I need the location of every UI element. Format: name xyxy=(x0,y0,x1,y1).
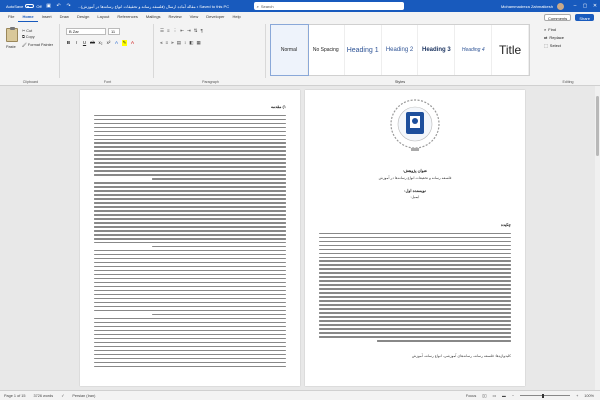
zoom-in-icon[interactable]: + xyxy=(576,393,579,398)
author-email-label: ایمیل: xyxy=(410,195,420,199)
text-line xyxy=(319,324,511,325)
text-line xyxy=(94,135,286,136)
paste-button[interactable]: Paste xyxy=(6,45,16,49)
text-line xyxy=(94,198,286,199)
cut-label: Cut xyxy=(26,29,33,33)
align-center-icon[interactable]: ≡ xyxy=(165,40,169,45)
format-painter-label: Format Painter xyxy=(27,43,54,47)
cut-button[interactable] xyxy=(22,28,32,33)
tab-design[interactable]: Design xyxy=(76,14,90,19)
text-line xyxy=(152,178,286,179)
multilevel-list-icon[interactable]: ⋮ xyxy=(172,28,178,33)
text-line xyxy=(94,123,286,124)
zoom-out-icon[interactable]: − xyxy=(511,393,515,398)
font-size-select[interactable]: 11 xyxy=(108,28,120,35)
redo-icon[interactable]: ↷ xyxy=(66,3,71,9)
ribbon-tabs xyxy=(0,12,600,22)
text-line xyxy=(94,186,286,187)
document-title: ...مقاله آماده ارسال (فلسفه رسانه و تحقیقات انواع رسانه‌ها در آموزش) • Saved to this PC xyxy=(77,3,230,9)
text-line xyxy=(94,162,286,163)
italic-icon[interactable]: I xyxy=(75,40,78,45)
font-group-label: Font xyxy=(103,80,112,84)
clipboard-group-label: Clipboard xyxy=(22,80,39,84)
text-line xyxy=(94,334,286,335)
text-line xyxy=(319,245,511,246)
clipboard-group xyxy=(2,24,60,84)
text-line xyxy=(319,253,511,254)
superscript-icon[interactable]: x² xyxy=(106,40,111,45)
style-heading-3-preview: Heading 3 xyxy=(422,47,451,53)
replace-button[interactable] xyxy=(544,35,596,40)
increase-indent-icon[interactable]: ⇥ xyxy=(186,28,191,33)
text-line xyxy=(319,233,511,234)
text-line xyxy=(94,298,286,299)
editing-group xyxy=(540,24,596,84)
text-line xyxy=(94,146,286,147)
share-button[interactable]: Share xyxy=(575,14,594,21)
text-line xyxy=(319,284,511,285)
text-line xyxy=(319,300,511,301)
undo-icon[interactable]: ↶ xyxy=(56,3,61,9)
style-normal[interactable] xyxy=(271,25,308,75)
search-icon: ⌕ xyxy=(256,3,259,9)
text-line xyxy=(319,260,511,261)
text-line xyxy=(319,257,511,258)
font-name-select[interactable]: B Zar xyxy=(66,28,106,35)
sort-icon[interactable]: ⇅ xyxy=(193,28,198,33)
borders-icon[interactable]: ▦ xyxy=(196,40,201,45)
text-line xyxy=(319,320,511,321)
text-line xyxy=(94,131,286,132)
find-label: Find xyxy=(548,27,557,32)
comments-button[interactable]: Comments xyxy=(544,14,571,21)
text-line xyxy=(319,328,511,329)
focus-button[interactable]: Focus xyxy=(465,393,477,398)
text-line xyxy=(94,230,286,231)
text-line xyxy=(319,280,511,281)
text-line xyxy=(94,278,286,279)
autosave-toggle[interactable] xyxy=(6,4,42,9)
select-button[interactable] xyxy=(544,43,596,48)
line-spacing-icon[interactable]: ↕ xyxy=(184,40,187,45)
text-line xyxy=(319,316,511,317)
text-line xyxy=(94,310,286,311)
paragraph-group-label: Paragraph xyxy=(202,80,219,84)
text-line xyxy=(152,246,286,247)
copy-icon: ⧉ xyxy=(22,35,26,39)
text-line xyxy=(94,206,286,207)
minimize-button[interactable]: – xyxy=(573,3,577,9)
shading-icon[interactable]: ◧ xyxy=(189,40,194,45)
text-line xyxy=(94,322,286,323)
autosave-state: Off xyxy=(36,3,42,9)
text-line xyxy=(319,304,511,305)
find-button[interactable] xyxy=(544,27,596,32)
text-line xyxy=(94,342,286,343)
text-line xyxy=(94,214,286,215)
zoom-level[interactable]: 100% xyxy=(584,393,594,398)
text-line xyxy=(94,139,286,140)
font-color-icon[interactable]: A xyxy=(130,40,134,45)
show-marks-icon[interactable]: ¶ xyxy=(200,28,203,33)
status-bar xyxy=(0,390,600,400)
text-line xyxy=(319,296,511,297)
proofing-icon[interactable]: ✓ xyxy=(61,394,65,398)
highlight-icon[interactable]: ✎ xyxy=(122,40,127,45)
style-normal-preview: Normal xyxy=(280,47,297,53)
toggle-icon[interactable] xyxy=(25,4,34,8)
text-line xyxy=(94,302,286,303)
zoom-slider[interactable] xyxy=(520,395,570,396)
read-mode-icon[interactable]: ▯▯ xyxy=(482,394,487,398)
text-line xyxy=(94,166,286,167)
tab-review[interactable]: Review xyxy=(168,14,182,19)
bullets-icon[interactable]: ☰ xyxy=(160,28,165,33)
tab-layout[interactable]: Layout xyxy=(97,14,110,19)
strikethrough-icon[interactable]: ab xyxy=(90,40,96,45)
text-line xyxy=(94,354,286,355)
text-line xyxy=(94,218,286,219)
text-line xyxy=(94,127,286,128)
text-line xyxy=(94,358,286,359)
text-line xyxy=(94,274,286,275)
text-line xyxy=(94,262,286,263)
text-line xyxy=(319,276,511,277)
text-line xyxy=(94,222,286,223)
text-line xyxy=(94,202,286,203)
text-line xyxy=(94,338,286,339)
web-layout-icon[interactable]: ▬ xyxy=(502,393,506,398)
text-line xyxy=(94,330,286,331)
text-line xyxy=(94,366,286,367)
font-group xyxy=(62,24,154,84)
page-right[interactable] xyxy=(305,90,525,386)
maximize-button[interactable]: ▢ xyxy=(582,3,588,9)
text-line xyxy=(94,290,286,291)
select-icon: ⬚ xyxy=(544,43,548,48)
tab-developer[interactable]: Developer xyxy=(206,14,225,19)
tab-references[interactable]: References xyxy=(117,14,138,19)
keywords-line: کلیدواژه‌ها: فلسفه رسانه، رسانه‌های آموزشی، انواع رسانه، آموزش xyxy=(411,354,511,358)
text-line xyxy=(319,308,511,309)
text-line xyxy=(94,286,286,287)
text-line xyxy=(319,312,511,313)
page-left[interactable] xyxy=(80,90,300,386)
text-line xyxy=(94,174,286,175)
tab-draw[interactable]: Draw xyxy=(59,14,69,19)
text-line xyxy=(94,326,286,327)
text-line xyxy=(94,238,286,239)
style-heading-1-preview: Heading 1 xyxy=(346,46,379,54)
text-line xyxy=(319,249,511,250)
style-heading-4[interactable] xyxy=(455,25,492,75)
style-heading-4-preview: Heading 4 xyxy=(461,47,485,53)
text-line xyxy=(94,242,286,243)
text-line xyxy=(319,264,511,265)
paste-icon[interactable] xyxy=(6,28,18,42)
word-count[interactable]: 3726 words xyxy=(33,393,54,398)
left-page-heading: ۱) مقدمه xyxy=(270,104,286,109)
decrease-indent-icon[interactable]: ⇤ xyxy=(180,28,184,33)
styles-gallery xyxy=(270,24,530,76)
replace-label: Replace xyxy=(549,35,565,40)
text-line xyxy=(94,154,286,155)
text-line xyxy=(94,306,286,307)
style-heading-1[interactable] xyxy=(345,25,382,75)
text-line xyxy=(94,210,286,211)
text-line xyxy=(94,258,286,259)
text-line xyxy=(94,250,286,251)
page-count[interactable]: Page 1 of 15 xyxy=(4,393,26,398)
search-input[interactable] xyxy=(254,2,404,10)
editing-group-label: Editing xyxy=(562,80,574,84)
tab-help[interactable]: Help xyxy=(232,14,241,19)
style-title-preview: Title xyxy=(498,43,522,57)
text-line xyxy=(319,332,511,333)
tab-view[interactable]: View xyxy=(189,14,199,19)
copy-label: Copy xyxy=(25,35,35,39)
replace-icon: ⇄ xyxy=(544,35,548,40)
text-line xyxy=(94,190,286,191)
avatar[interactable] xyxy=(557,3,564,10)
text-line xyxy=(94,350,286,351)
bold-icon[interactable]: B xyxy=(66,40,71,45)
autosave-label: AutoSave xyxy=(6,3,24,9)
style-title[interactable] xyxy=(492,25,529,75)
text-line xyxy=(319,268,511,269)
text-line xyxy=(94,194,286,195)
scissors-icon: ✂ xyxy=(22,29,27,33)
text-line xyxy=(94,182,286,183)
close-button[interactable]: ✕ xyxy=(592,3,598,9)
text-line xyxy=(94,266,286,267)
align-right-icon[interactable]: ⫸ xyxy=(171,40,174,45)
vertical-scrollbar[interactable] xyxy=(595,86,600,390)
search-placeholder: Search xyxy=(260,3,274,9)
numbering-icon[interactable]: ≡ xyxy=(167,28,170,33)
copy-button[interactable] xyxy=(22,35,35,39)
brush-icon: 🖌 xyxy=(22,43,28,47)
text-line xyxy=(94,294,286,295)
style-heading-2-preview: Heading 2 xyxy=(385,47,414,53)
text-line xyxy=(94,234,286,235)
text-line xyxy=(94,270,286,271)
paragraph-group xyxy=(156,24,266,84)
justify-icon[interactable]: ▤ xyxy=(176,40,181,45)
text-line xyxy=(319,288,511,289)
text-line xyxy=(94,119,286,120)
text-line xyxy=(319,292,511,293)
text-line xyxy=(319,241,511,242)
save-icon[interactable]: ▣ xyxy=(46,3,51,9)
research-title: فلسفه رسانه و تحقیقات انواع رسانه‌ها در آموزش xyxy=(378,176,452,180)
styles-group-label: Styles xyxy=(394,80,406,84)
style-heading-2[interactable] xyxy=(382,25,419,75)
subscript-icon[interactable]: x₂ xyxy=(98,40,103,45)
text-line xyxy=(319,272,511,273)
text-line xyxy=(377,340,511,341)
text-line xyxy=(94,346,286,347)
university-logo-icon xyxy=(385,94,445,164)
research-title-label: عنوان پژوهش: xyxy=(402,168,428,173)
tab-home[interactable]: Home xyxy=(18,12,37,22)
left-page-body xyxy=(94,112,286,367)
text-line xyxy=(94,362,286,363)
text-line xyxy=(94,150,286,151)
abstract-heading: چکیده xyxy=(500,222,511,227)
document-area[interactable] xyxy=(0,86,600,390)
text-line xyxy=(152,314,286,315)
ribbon xyxy=(0,22,600,86)
author-label: نویسنده اول: xyxy=(404,188,426,193)
style-heading-3[interactable] xyxy=(418,25,455,75)
user-name[interactable]: Mohammadreza Zahmatkesh xyxy=(500,3,553,9)
text-line xyxy=(94,142,286,143)
text-effects-icon[interactable]: A xyxy=(114,40,118,45)
text-line xyxy=(94,170,286,171)
text-line xyxy=(94,254,286,255)
style-no-spacing[interactable] xyxy=(308,25,345,75)
text-line xyxy=(94,282,286,283)
text-line xyxy=(94,115,286,116)
tab-file[interactable]: File xyxy=(8,14,15,19)
style-no-spacing-preview: No Spacing xyxy=(312,47,339,53)
text-line xyxy=(94,158,286,159)
align-left-icon[interactable]: ⫷ xyxy=(160,40,163,45)
abstract-body xyxy=(319,230,511,342)
underline-icon[interactable]: U xyxy=(82,40,87,45)
print-layout-icon[interactable]: ▭ xyxy=(492,394,497,398)
title-bar xyxy=(0,0,600,12)
scrollbar-thumb[interactable] xyxy=(596,96,599,156)
select-label: Select xyxy=(549,43,561,48)
text-line xyxy=(94,318,286,319)
text-line xyxy=(319,237,511,238)
text-line xyxy=(319,336,511,337)
tab-mailings[interactable]: Mailings xyxy=(145,14,161,19)
language-indicator[interactable]: Persian (Iran) xyxy=(72,393,96,398)
tab-insert[interactable]: Insert xyxy=(41,14,52,19)
format-painter-button[interactable] xyxy=(22,42,53,47)
text-line xyxy=(94,226,286,227)
find-icon: ⌕ xyxy=(544,27,547,32)
